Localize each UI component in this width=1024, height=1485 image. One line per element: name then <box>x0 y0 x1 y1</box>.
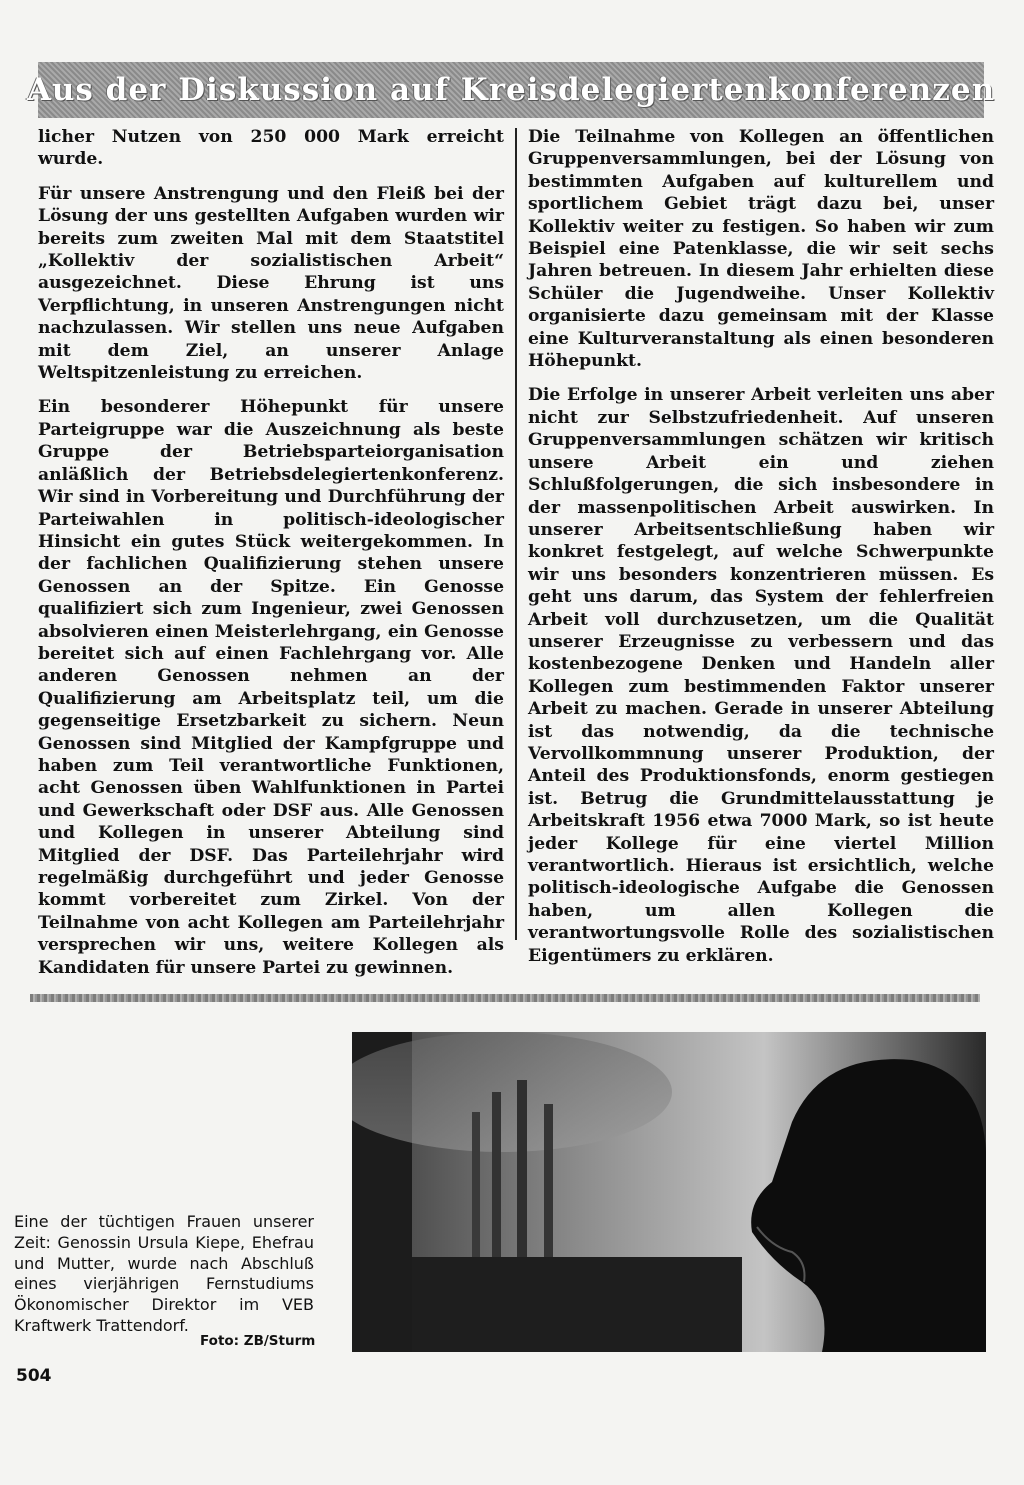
left-column <box>38 126 504 991</box>
column-divider <box>515 128 517 940</box>
section-title: Aus der Diskussion auf Kreisdelegiertenkonferenzen <box>26 72 996 108</box>
right-paragraph-2: Die Erfolge in unserer Arbeit verleiten uns aber nicht zur Selbstzufriedenheit. Auf unseren Gruppenversammlungen schätzen wir kritisch unsere Arbeit ein und ziehen Schlußfolgerungen, die sich insbesondere in der massenpolitischen Arbeit auswirken. In unserer Arbeitsentschließung haben wir konkret festgelegt, auf welche Schwerpunkte wir uns besonders konzentrieren müssen. Es geht uns darum, das System der fehlerfreien Arbeit voll durchzusetzen, um die Qualität unserer Erzeugnisse zu verbessern und das kostenbezogene Denken und Handeln aller Kollegen zum bestimmenden Faktor unserer Arbeit zu machen. Gerade in unserer Abteilung ist das notwendig, da die technische Vervollkommnung unserer Produktion, der Anteil des Produktionsfonds, enorm gestiegen ist. Betrug die Grundmittelausstattung je Arbeitskraft 1956 etwa 7000 Mark, so ist heute jeder Kollege für eine viertel Million verantwortlich. Hieraus ist ersichtlich, welche politisch-ideologische Aufgabe die Genossen haben, um allen Kollegen die verantwortungsvolle Rolle des sozialistischen Eigentümers zu erklären. <box>528 385 994 966</box>
photo-caption: Eine der tüchtigen Frauen unserer Zeit: Genossin Ursula Kiepe, Ehefrau und Mutter, wurde nach Abschluß eines vierjährigen Fernstudiums Ökonomischer Direktor im VEB Kraftwerk Trattendorf. <box>14 1212 314 1335</box>
right-column <box>528 126 994 979</box>
horizontal-rule <box>30 994 980 1002</box>
page-number: 504 <box>16 1366 52 1386</box>
portrait-photo <box>352 1032 986 1352</box>
section-banner <box>26 62 996 118</box>
left-paragraph-1: licher Nutzen von 250 000 Mark erreicht wurde. <box>38 127 504 170</box>
left-paragraph-2: Für unsere Anstrengung und den Fleiß bei der Lösung der uns gestellten Aufgaben wurden wir bereits zum zweiten Mal mit dem Staatstitel „Kollektiv der sozialistischen Arbeit“ ausgezeichnet. Diese Ehrung ist uns Verpflichtung, in unseren Anstrengungen nicht nachzulassen. Wir stellen uns neue Aufgaben mit dem Ziel, an unserer Anlage Weltspitzenleistung zu erreichen. <box>38 183 504 384</box>
photo-credit: Foto: ZB/Sturm <box>200 1333 316 1349</box>
right-paragraph-1: Die Teilnahme von Kollegen an öffentlichen Gruppenversammlungen, bei der Lösung von bestimmten Aufgaben auf kulturellem und sportlichem Gebiet trägt dazu bei, unser Kollektiv weiter zu festigen. So haben wir zum Beispiel eine Patenklasse, die wir seit sechs Jahren betreuen. In diesem Jahr erhielten diese Schüler die Jugendweihe. Unser Kollektiv organisierte dazu gemeinsam mit der Klasse eine Kulturveranstaltung als einen besonderen Höhepunkt. <box>528 127 994 372</box>
left-paragraph-3: Ein besonderer Höhepunkt für unsere Parteigruppe war die Auszeichnung als beste Gruppe der Betriebsparteiorganisation anläßlich der Betriebsdelegiertenkonferenz. Wir sind in Vorbereitung und Durchführung der Parteiwahlen in politisch-ideologischer Hinsicht ein gutes Stück weitergekommen. In der fachlichen Qualifizierung stehen unsere Genossen an der Spitze. Ein Genosse qualifiziert sich zum Ingenieur, zwei Genossen absolvieren einen Meisterlehrgang, ein Genosse bereitet sich auf einen Fachlehrgang vor. Alle anderen Genossen nehmen an der Qualifizierung am Arbeitsplatz teil, um die gegenseitige Ersetzbarkeit zu sichern. Neun Genossen sind Mitglied der Kampfgruppe und haben zum Teil verantwortliche Funktionen, acht Genossen üben Wahlfunktionen in Partei und Gewerkschaft oder DSF aus. Alle Genossen und Kollegen in unserer Abteilung sind Mitglied der DSF. Das Parteilehrjahr wird regelmäßig durchgeführt und jeder Genosse kommt vorbereitet zum Zirkel. Von der Teilnahme von acht Kollegen am Parteilehrjahr versprechen wir uns, weitere Kollegen als Kandidaten für unsere Partei zu gewinnen. <box>38 397 504 978</box>
